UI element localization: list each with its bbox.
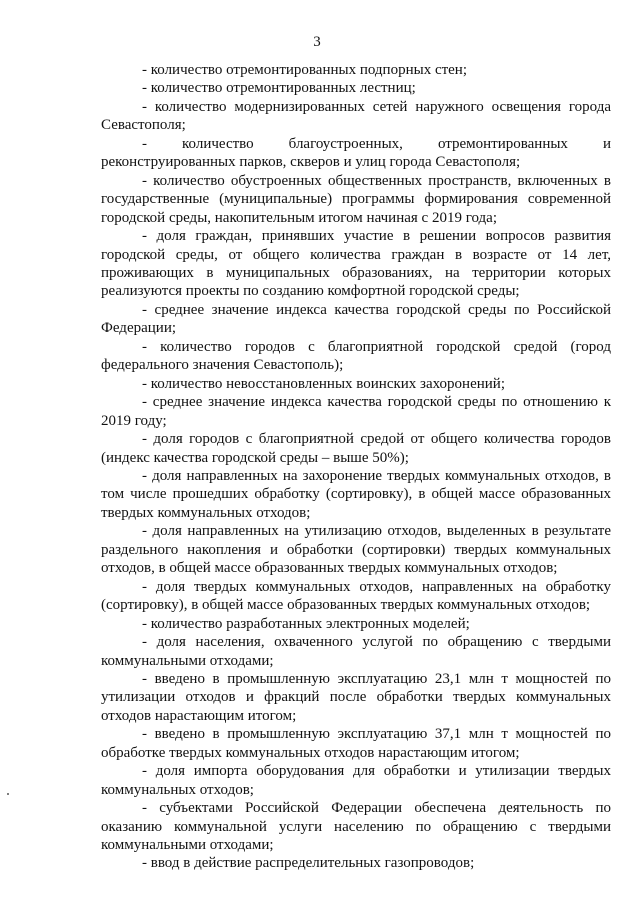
- document-body: [101, 61, 611, 873]
- list-item: - количество модернизированных сетей наружного освещения города Севастополя;: [101, 98, 611, 134]
- list-item: - количество отремонтированных лестниц;: [142, 80, 416, 97]
- list-item: - количество городов с благоприятной городской средой (город федерального значения Севастополь);: [101, 338, 611, 374]
- list-item: - количество невосстановленных воинских захоронений;: [142, 375, 505, 392]
- list-item: - количество благоустроенных, отремонтированных и реконструированных парков, скверов и улиц города Севастополя;: [101, 135, 611, 171]
- list-item: - среднее значение индекса качества городской среды по отношению к 2019 году;: [101, 394, 611, 429]
- list-item: - ввод в действие распределительных газопроводов;: [142, 855, 475, 872]
- list-item: - доля населения, охваченного услугой по обращению с твердыми коммунальными отходами;: [101, 634, 611, 669]
- list-item: - количество обустроенных общественных пространств, включенных в государственные (муниципальные) программы формирования современной городской среды, накопительным итогом начиная с 2019 года;: [101, 172, 611, 226]
- page-number: 3: [313, 34, 321, 50]
- list-item: - субъектами Российской Федерации обеспечена деятельность по оказанию коммунальной услуги населению по обращению с твердыми коммунальными отходами;: [101, 800, 611, 854]
- list-item: - доля граждан, принявших участие в решении вопросов развития городской среды, от общего количества граждан в возрасте от 14 лет, проживающих в муниципальных образованиях, на территории которых реализуются проекты по созданию комфортной городской среды;: [101, 228, 611, 300]
- list-item: - доля направленных на захоронение твердых коммунальных отходов, в том числе прошедших обработку (сортировку), в общей массе образованных твердых коммунальных отходов;: [101, 467, 611, 521]
- list-item: - среднее значение индекса качества городской среды по Российской Федерации;: [101, 301, 611, 337]
- list-item: - доля твердых коммунальных отходов, направленных на обработку (сортировку), в общей массе образованных твердых коммунальных отходов;: [101, 578, 611, 614]
- list-item: - доля импорта оборудования для обработки и утилизации твердых коммунальных отходов;: [101, 763, 611, 798]
- list-item: - доля городов с благоприятной средой от общего количества городов (индекс качества городской среды – выше 50%);: [101, 431, 611, 466]
- scan-speck: [7, 793, 9, 795]
- list-item: - доля направленных на утилизацию отходов, выделенных в результате раздельного накопления и обработки (сортировки) твердых коммунальных отходов, в общей массе образованных твердых коммунальных отходов;: [101, 523, 611, 577]
- list-item: - введено в промышленную эксплуатацию 37,1 млн т мощностей по обработке твердых коммунальных отходов нарастающим итогом;: [101, 726, 611, 761]
- list-item: - количество разработанных электронных моделей;: [142, 615, 470, 632]
- list-item: - количество отремонтированных подпорных стен;: [142, 62, 468, 78]
- list-item: - введено в промышленную эксплуатацию 23,1 млн т мощностей по утилизации отходов и фракций после обработки твердых коммунальных отходов нарастающим итогом;: [101, 670, 611, 724]
